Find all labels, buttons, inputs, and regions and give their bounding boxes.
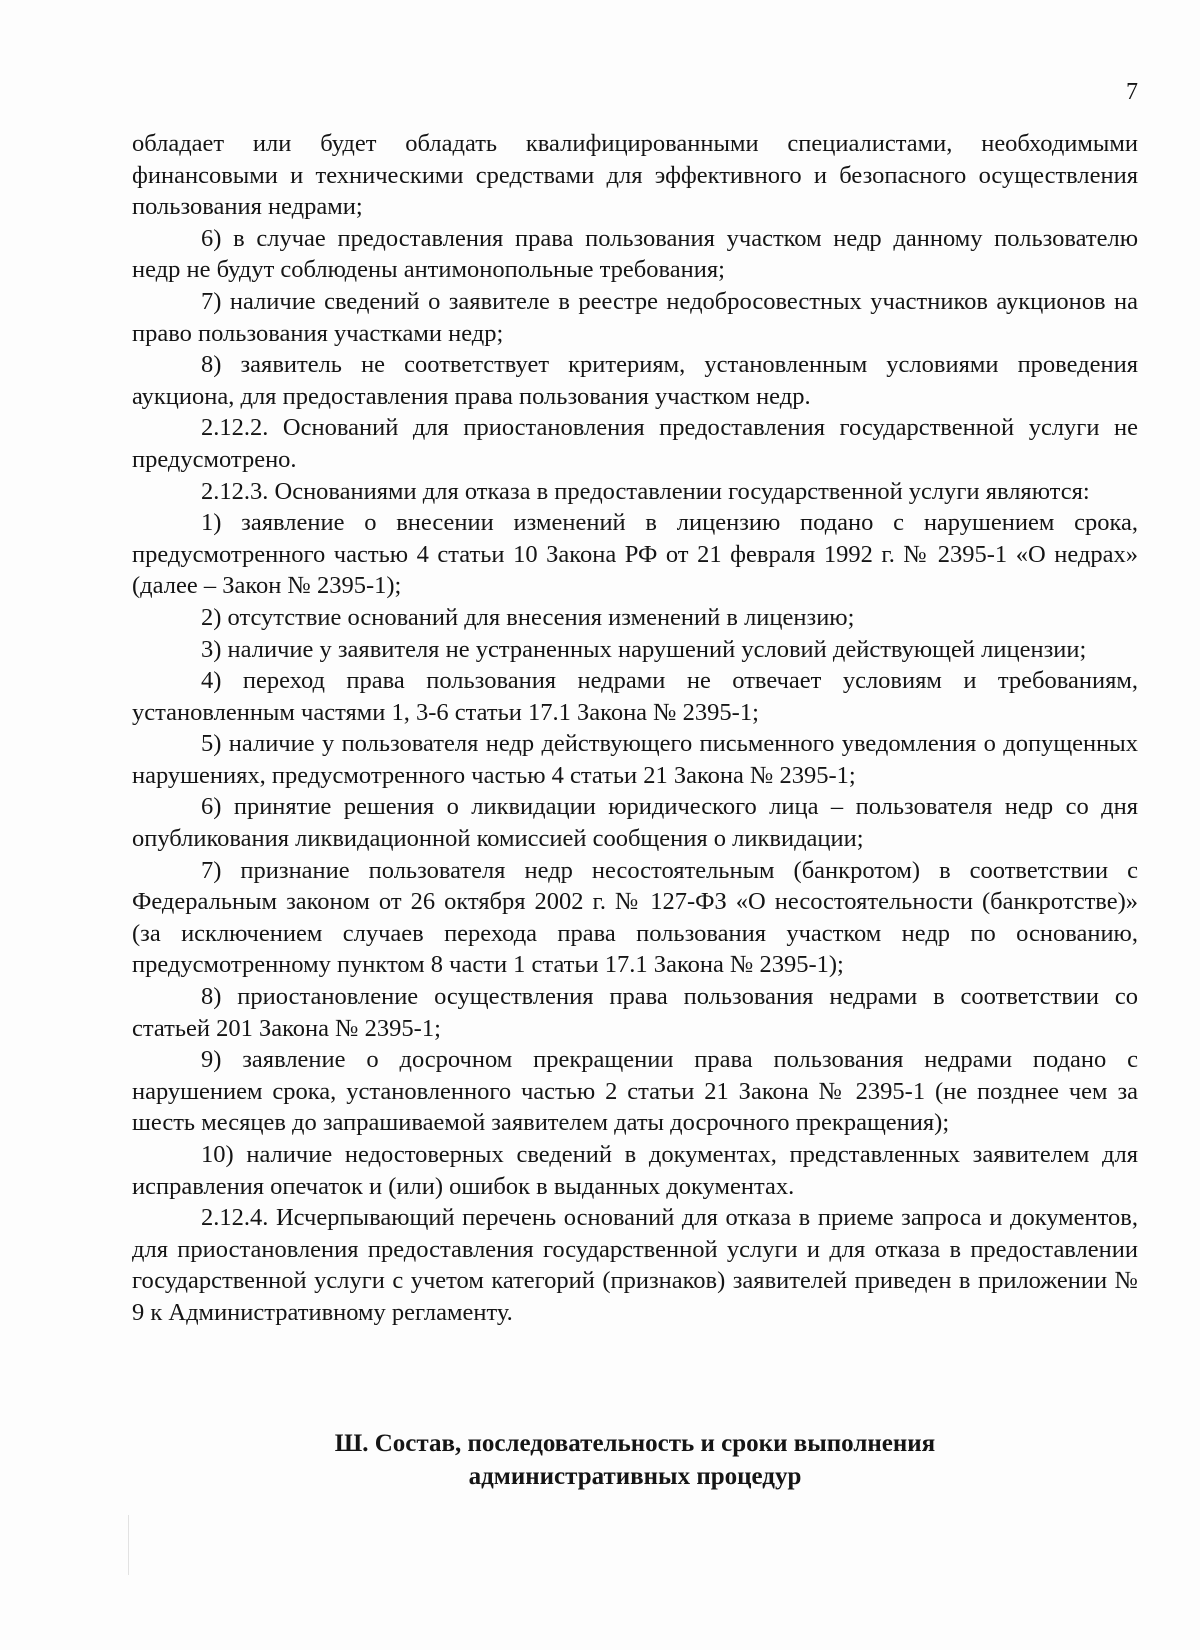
section-heading-line-2: административных процедур [468,1463,802,1490]
page-number: 7 [1126,79,1138,105]
scan-artifact-line [128,1515,129,1575]
paragraph-refusal-3: 3) наличие у заявителя не устраненных нарушений условий действующей лицензии; [201,635,1087,663]
paragraph-2-12-3: 2.12.3. Основаниями для отказа в предоставлении государственной услуги являются: [201,477,1090,505]
paragraph-refusal-6: 6) принятие решения о ликвидации юридического лица – пользователя недр со дня опубликования ликвидационной комиссией сообщения о ликвидации; [132,793,1138,853]
paragraph-refusal-5: 5) наличие у пользователя недр действующего письменного уведомления о допущенных нарушениях, предусмотренного частью 4 статьи 21 Закона № 2395-1; [132,730,1138,789]
paragraph-refusal-1: 1) заявление о внесении изменений в лицензию подано с нарушением срока, предусмотренного частью 4 статьи 10 Закона РФ от 21 февраля 1992 г. № 2395-1 «О недрах» (далее – Закон № 2395-1); [132,509,1138,600]
paragraph-refusal-10: 10) наличие недостоверных сведений в документах, представленных заявителем для исправления опечаток и (или) ошибок в выданных документах. [132,1141,1138,1200]
body-text [132,128,1138,1329]
paragraph-refusal-4: 4) переход права пользования недрами не отвечает условиям и требованиям, установленным частями 1, 3-6 статьи 17.1 Закона № 2395-1; [132,667,1138,726]
paragraph-refusal-9: 9) заявление о досрочном прекращении права пользования недрами подано с нарушением срока, установленного частью 2 статьи 21 Закона № 2395-1 (не позднее чем за шесть месяцев до запрашиваемой заявителем даты досрочного прекращения); [132,1046,1138,1137]
paragraph-2-12-4: 2.12.4. Исчерпывающий перечень оснований для отказа в приеме запроса и документов, для приостановления предоставления государственной услуги и для отказа в предоставлении государственной услуги с учетом категорий (признаков) заявителей приведен в приложении № 9 к Административному регламенту. [132,1204,1138,1326]
section-heading [132,1427,1138,1493]
paragraph-item-6-antimonopoly: 6) в случае предоставления права пользования участком недр данному пользователю недр не будут соблюдены антимонопольные требования; [132,224,1138,284]
paragraph-item-7-registry: 7) наличие сведений о заявителе в реестре недобросовестных участников аукционов на право пользования участками недр; [132,287,1138,347]
paragraph-2-12-2: 2.12.2. Оснований для приостановления предоставления государственной услуги не предусмотрено. [132,414,1138,473]
paragraph-item-8-criteria: 8) заявитель не соответствует критериям, установленным условиями проведения аукциона, для предоставления права пользования участком недр. [132,351,1138,410]
paragraph-refusal-2: 2) отсутствие оснований для внесения изменений в лицензию; [201,603,855,631]
paragraph-refusal-7: 7) признание пользователя недр несостоятельным (банкротом) в соответствии с Федеральным законом от 26 октября 2002 г. № 127-ФЗ «О несостоятельности (банкротстве)» (за исключением случаев перехода права пользования участком недр по основанию, предусмотренному пунктом 8 части 1 статьи 17.1 Закона № 2395-1); [132,856,1138,979]
paragraph-refusal-8: 8) приостановление осуществления права пользования недрами в соответствии со статьей 201 Закона № 2395-1; [132,983,1138,1042]
section-heading-line-1: Ш. Состав, последовательность и сроки выполнения [334,1430,936,1457]
paragraph-continuation: обладает или будет обладать квалифицированными специалистами, необходимыми финансовыми и техническими средствами для эффективного и безопасного осуществления пользования недрами; [132,130,1138,221]
